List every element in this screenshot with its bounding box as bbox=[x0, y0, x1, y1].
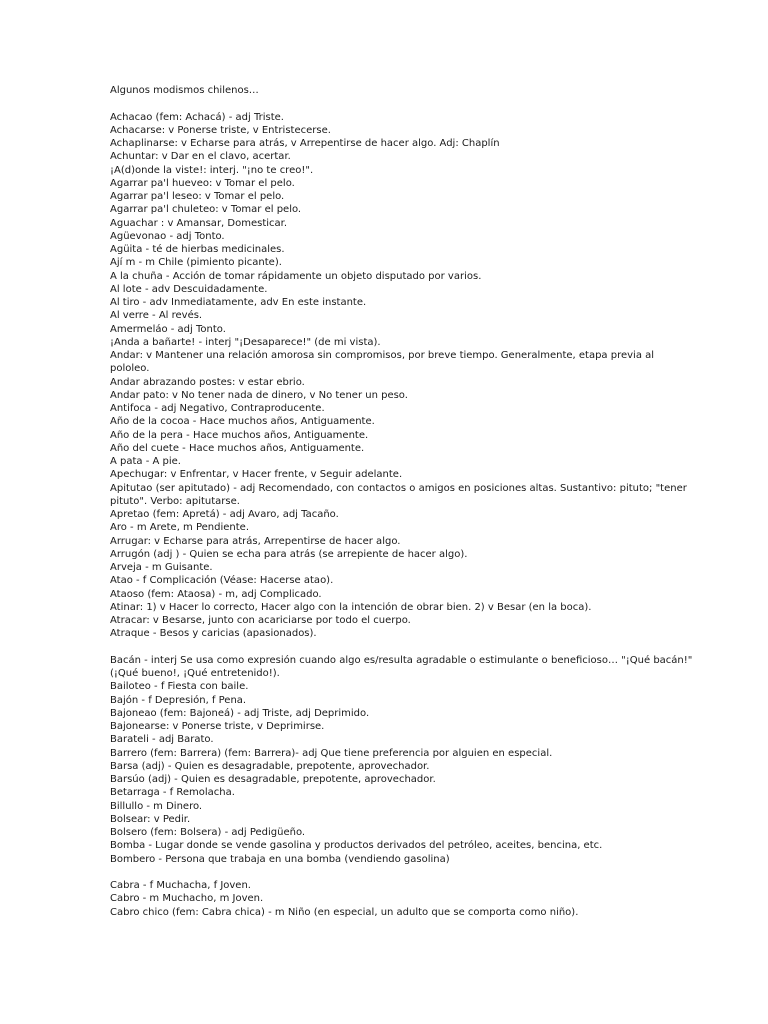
glossary-entry: A la chuña - Acción de tomar rápidamente un objeto disputado por varios. bbox=[110, 270, 482, 282]
glossary-entry: pituto". Verbo: apitutarse. bbox=[110, 495, 240, 507]
glossary-entry: Cabro - m Muchacho, m Joven. bbox=[110, 893, 264, 905]
glossary-entry: Barsa (adj) - Quien es desagradable, prepotente, aprovechador. bbox=[110, 760, 430, 772]
glossary-entry: Bomba - Lugar donde se vende gasolina y productos derivados del petróleo, aceites, bencina, etc. bbox=[110, 840, 603, 852]
glossary-entry: (¡Qué bueno!, ¡Qué entretenido!). bbox=[110, 668, 280, 679]
glossary-entry: Cabro chico (fem: Cabra chica) - m Niño (en especial, un adulto que se comporta como niño). bbox=[110, 906, 579, 918]
document-title: Algunos modismos chilenos… bbox=[110, 85, 259, 96]
glossary-entry: Apitutao (ser apitutado) - adj Recomendado, con contactos o amigos en posiciones altas. Sustantivo: pituto; "tener bbox=[110, 482, 687, 494]
glossary-entry: ¡Anda a bañarte! - interj "¡Desaparece!" (de mi vista). bbox=[110, 336, 381, 348]
glossary-entry: Apretao (fem: Apretá) - adj Avaro, adj Tacaño. bbox=[110, 509, 339, 520]
glossary-entry: Bajón - f Depresión, f Pena. bbox=[110, 694, 247, 706]
glossary-entry: Bombero - Persona que trabaja en una bomba (vendiendo gasolina) bbox=[110, 853, 450, 865]
glossary-entry: ¡A(d)onde la viste!: interj. "¡no te creo!". bbox=[110, 164, 314, 176]
glossary-entry: A pata - A pie. bbox=[110, 456, 181, 467]
glossary-entry: Atinar: 1) v Hacer lo correcto, Hacer algo con la intención de obrar bien. 2) v Besar (en la boca). bbox=[110, 601, 592, 613]
glossary-entry: Al lote - adv Descuidadamente. bbox=[110, 283, 268, 295]
glossary-entry: Arveja - m Guisante. bbox=[110, 562, 213, 573]
glossary-entry: Agarrar pa'l leseo: v Tomar el pelo. bbox=[110, 191, 285, 202]
glossary-entry: Al tiro - adv Inmediatamente, adv En este instante. bbox=[110, 297, 367, 308]
glossary-entry: Aguachar : v Amansar, Domesticar. bbox=[110, 217, 288, 229]
glossary-entry: Bajonearse: v Ponerse triste, v Deprimirse. bbox=[110, 721, 325, 732]
glossary-entry: pololeo. bbox=[110, 363, 150, 375]
glossary-entry: Aro - m Arete, m Pendiente. bbox=[110, 522, 250, 534]
glossary-entry: Bolsear: v Pedir. bbox=[110, 813, 191, 825]
glossary-entry: Agarrar pa'l chuleteo: v Tomar el pelo. bbox=[110, 204, 302, 216]
glossary-entry: Año de la cocoa - Hace muchos años, Antiguamente. bbox=[110, 416, 375, 428]
section-gap bbox=[110, 866, 710, 879]
glossary-entry-list bbox=[110, 111, 710, 919]
section-gap bbox=[110, 641, 710, 654]
glossary-entry: Arrugar: v Echarse para atrás, Arrepentirse de hacer algo. bbox=[110, 535, 401, 547]
glossary-entry: Barrero (fem: Barrera) (fem: Barrera)- adj Que tiene preferencia por alguien en especial. bbox=[110, 747, 553, 759]
glossary-entry: Bajoneao (fem: Bajoneá) - adj Triste, adj Deprimido. bbox=[110, 707, 370, 719]
glossary-entry: Andar pato: v No tener nada de dinero, v No tener un peso. bbox=[110, 389, 408, 401]
glossary-entry: Arrugón (adj ) - Quien se echa para atrás (se arrepiente de hacer algo). bbox=[110, 548, 468, 560]
document-page bbox=[110, 84, 710, 919]
glossary-entry: Billullo - m Dinero. bbox=[110, 800, 203, 812]
glossary-entry: Achuntar: v Dar en el clavo, acertar. bbox=[110, 151, 291, 163]
glossary-entry: Achacao (fem: Achacá) - adj Triste. bbox=[110, 111, 284, 123]
glossary-entry: Al verre - Al revés. bbox=[110, 310, 203, 322]
glossary-entry: Antifoca - adj Negativo, Contraproducente. bbox=[110, 403, 325, 414]
glossary-entry: Atraque - Besos y caricias (apasionados). bbox=[110, 628, 317, 640]
glossary-entry: Agüevonao - adj Tonto. bbox=[110, 230, 225, 242]
glossary-entry: Año de la pera - Hace muchos años, Antiguamente. bbox=[110, 429, 369, 441]
glossary-entry: Barateli - adj Barato. bbox=[110, 734, 214, 746]
glossary-entry: Agarrar pa'l hueveo: v Tomar el pelo. bbox=[110, 177, 295, 189]
glossary-entry: Betarraga - f Remolacha. bbox=[110, 787, 235, 799]
glossary-entry: Amermeláo - adj Tonto. bbox=[110, 323, 226, 335]
glossary-entry: Ataoso (fem: Ataosa) - m, adj Complicado. bbox=[110, 588, 322, 600]
glossary-entry: Atao - f Complicación (Véase: Hacerse atao). bbox=[110, 575, 334, 587]
glossary-entry: Andar abrazando postes: v estar ebrio. bbox=[110, 376, 305, 388]
glossary-entry: Achaplinarse: v Echarse para atrás, v Arrepentirse de hacer algo. Adj: Chaplín bbox=[110, 138, 500, 149]
glossary-entry: Andar: v Mantener una relación amorosa sin compromisos, por breve tiempo. Generalmente, etapa previa al bbox=[110, 350, 655, 361]
glossary-entry: Atracar: v Besarse, junto con acariciarse por todo el cuerpo. bbox=[110, 615, 411, 626]
glossary-entry: Barsúo (adj) - Quien es desagradable, prepotente, aprovechador. bbox=[110, 774, 436, 785]
glossary-entry: Agüita - té de hierbas medicinales. bbox=[110, 244, 285, 255]
glossary-entry: Apechugar: v Enfrentar, v Hacer frente, v Seguir adelante. bbox=[110, 469, 403, 481]
glossary-entry: Ají m - m Chile (pimiento picante). bbox=[110, 257, 282, 269]
glossary-entry: Bolsero (fem: Bolsera) - adj Pedigüeño. bbox=[110, 827, 306, 838]
glossary-entry: Bacán - interj Se usa como expresión cuando algo es/resulta agradable o estimulante o beneficioso… "¡Qué bacán!" bbox=[110, 654, 693, 666]
glossary-entry: Año del cuete - Hace muchos años, Antiguamente. bbox=[110, 442, 365, 454]
glossary-entry: Cabra - f Muchacha, f Joven. bbox=[110, 880, 251, 891]
glossary-entry: Bailoteo - f Fiesta con baile. bbox=[110, 681, 249, 693]
glossary-entry: Achacarse: v Ponerse triste, v Entristecerse. bbox=[110, 124, 331, 136]
